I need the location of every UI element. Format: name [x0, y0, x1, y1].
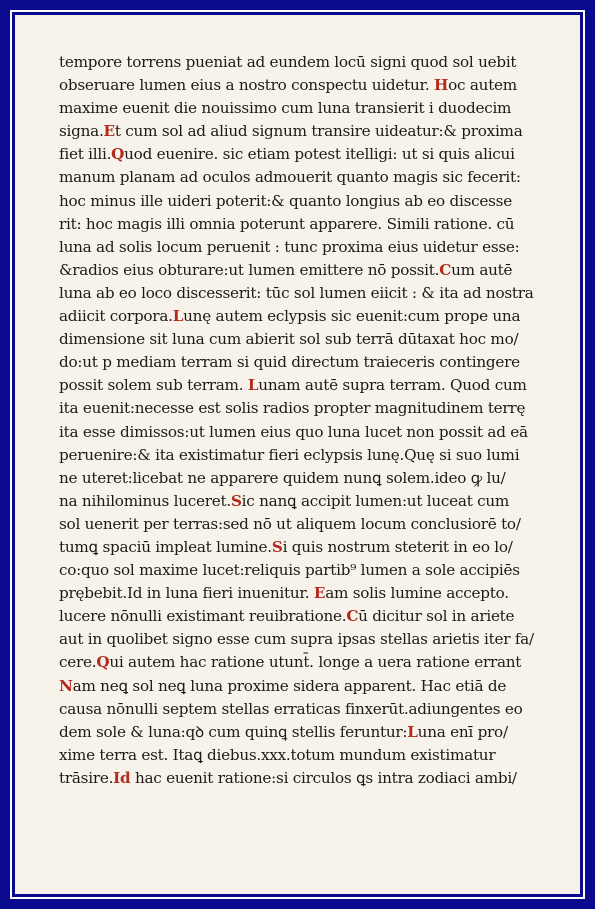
rubricated-initial: N — [59, 676, 73, 695]
line-text: sol uenerit per terras:sed nō ut aliquem locum conclusiorē to/ — [59, 514, 521, 533]
text-line — [59, 767, 559, 790]
text-line — [59, 605, 559, 628]
text-line — [59, 51, 559, 74]
line-text: ū dicitur sol in ariete — [358, 607, 515, 626]
line-text: t cum sol ad aliud signum transire uideatur:& proxima — [114, 122, 523, 141]
line-text: uod euenire. sic etiam potest itelligi: ut si quis alicui — [124, 145, 515, 164]
text-line — [59, 421, 559, 444]
line-text: rit: hoc magis illi omnia poterunt apparere. Simili ratione. cū — [59, 214, 515, 233]
line-text-pre: adiicit corpora. — [59, 307, 173, 326]
text-line — [59, 536, 559, 559]
line-text: hac euenit ratione:si circulos ꝗs intra zodiaci ambi/ — [130, 768, 517, 787]
rubricated-initial: Q — [96, 653, 110, 672]
text-line — [59, 559, 559, 582]
text-line — [59, 467, 559, 490]
text-line — [59, 582, 559, 605]
rubricated-initial: C — [346, 607, 359, 626]
line-text-pre: lucere nōnulli existimant reuibratione. — [59, 607, 347, 626]
line-text: luna ab eo loco discesserit: tūc sol lumen eiicit : & ita ad nostra — [59, 283, 534, 302]
text-line — [59, 166, 559, 189]
rubricated-initial: S — [271, 537, 283, 556]
line-text: ne uteret:licebat ne apparere quidem nunꝗ solem.ideo ꝙ lu/ — [59, 468, 506, 487]
line-text-pre: signa. — [59, 122, 104, 141]
text-line — [59, 259, 559, 282]
line-text: i quis nostrum steterit in eo lo/ — [282, 537, 513, 556]
rubricated-initial: L — [172, 307, 184, 326]
line-text-pre: fiet illi. — [59, 145, 112, 164]
text-line — [59, 236, 559, 259]
rubricated-initial: E — [313, 584, 326, 603]
line-text-pre: trāsire. — [59, 768, 114, 787]
line-text: xime terra est. Itaꝗ diebus.xxx.totum mundum existimatur — [59, 745, 496, 764]
body-text — [59, 51, 559, 790]
rubricated-initial: L — [407, 722, 418, 741]
line-text: co:quo sol maxime lucet:reliquis partib⁹ lumen a sole accipiēs — [59, 561, 520, 580]
text-line — [59, 397, 559, 420]
rubricated-initial: S — [230, 491, 242, 510]
line-text: ic nanꝗ accipit lumen:ut luceat cum — [241, 491, 510, 510]
text-line — [59, 628, 559, 651]
line-text: maxime euenit die nouissimo cum luna transierit i duodecim — [59, 99, 512, 118]
text-line — [59, 374, 559, 397]
rubricated-initial: H — [434, 76, 449, 95]
text-line — [59, 513, 559, 536]
line-text: unam autē supra terram. Quod cum — [258, 376, 527, 395]
text-line — [59, 698, 559, 721]
line-text-pre: obseruare lumen eius a nostro conspectu uidetur. — [59, 76, 435, 95]
line-text-pre: possit solem sub terram. — [59, 376, 248, 395]
rubricated-initial: Id — [113, 768, 131, 787]
rubricated-initial: E — [103, 122, 115, 141]
line-text: ui autem hac ratione utunt̄. longe a uera ratione errant — [109, 653, 522, 672]
line-text-pre: prębebit.Id in luna fieri inuenitur. — [59, 584, 314, 603]
line-text-pre: &radios eius obturare:ut lumen emittere nō possit. — [59, 260, 440, 279]
line-text: um autē — [451, 260, 513, 279]
rubricated-initial: C — [439, 260, 452, 279]
text-line — [59, 120, 559, 143]
text-line — [59, 143, 559, 166]
text-line — [59, 675, 559, 698]
line-text: am neꝗ sol neꝗ luna proxime sidera apparent. Hac etiā de — [72, 676, 507, 695]
line-text-pre: na nihilominus luceret. — [59, 491, 231, 510]
line-text: peruenire:& ita existimatur fieri eclypsis lunę.Quę si suo lumi — [59, 445, 520, 464]
text-line — [59, 97, 559, 120]
text-line — [59, 490, 559, 513]
line-text: ita esse dimissos:ut lumen eius quo luna lucet non possit ad eā — [59, 422, 528, 441]
line-text: una enī pro/ — [417, 722, 508, 741]
text-line — [59, 190, 559, 213]
rubricated-initial: Q — [111, 145, 125, 164]
line-text: dimensione sit luna cum abierit sol sub terrā dūtaxat hoc mo/ — [59, 330, 519, 349]
line-text: ita euenit:necesse est solis radios propter magnitudinem terrę — [59, 399, 526, 418]
rubricated-initial: L — [247, 376, 259, 395]
line-text: tempore torrens pueniat ad eundem locū signi quod sol uebit — [59, 53, 517, 71]
line-text: aut in quolibet signo esse cum supra ipsas stellas arietis iter fa/ — [59, 630, 534, 649]
line-text-pre: tumꝗ spaciū impleat lumine. — [59, 537, 272, 556]
line-text: am solis lumine accepto. — [325, 584, 509, 603]
line-text: do:ut p mediam terram si quid directum traieceris contingere — [59, 353, 520, 372]
line-text-pre: dem sole & luna:qꝺ cum quinꝗ stellis feruntur: — [59, 722, 408, 741]
line-text: unę autem eclypsis sic euenit:cum prope una — [183, 307, 521, 326]
text-line — [59, 74, 559, 97]
text-line — [59, 744, 559, 767]
text-line — [59, 721, 559, 744]
text-line — [59, 328, 559, 351]
line-text: oc autem — [448, 76, 517, 95]
line-text: causa nōnulli septem stellas erraticas finxerūt.adiungentes eo — [59, 699, 523, 718]
text-line — [59, 305, 559, 328]
line-text: luna ad solis locum peruenit : tunc proxima eius uidetur esse: — [59, 237, 520, 256]
line-text-pre: cere. — [59, 653, 97, 672]
text-line — [59, 213, 559, 236]
text-line — [59, 282, 559, 305]
line-text: hoc minus ille uideri poterit:& quanto longius ab eo discesse — [59, 191, 512, 210]
manuscript-page — [15, 15, 580, 894]
text-line — [59, 351, 559, 374]
line-text: manum planam ad oculos admouerit quanto magis sic fecerit: — [59, 168, 521, 187]
text-line — [59, 444, 559, 467]
text-line — [59, 651, 559, 674]
